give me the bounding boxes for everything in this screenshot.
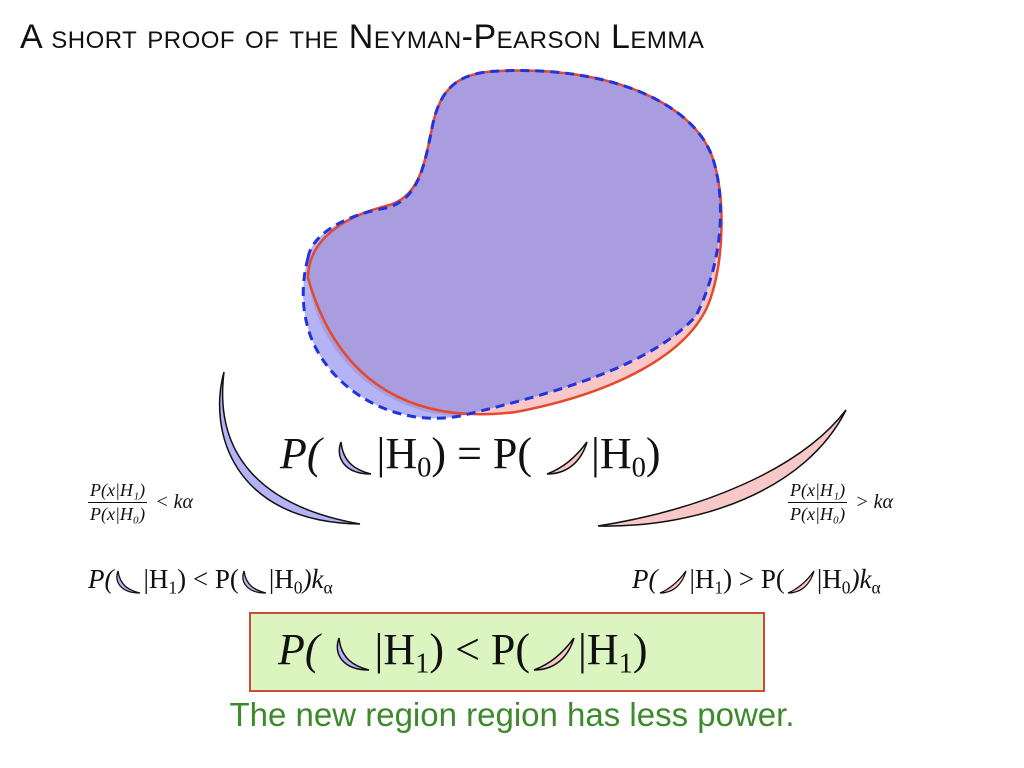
result-c1: |H (374, 625, 416, 674)
blue-crescent-icon (333, 438, 377, 478)
left-ratio-relation: < kα (155, 491, 194, 513)
left-ratio-numerator: P(x|H₁) (88, 480, 147, 503)
left-ineq-c1: |H (143, 564, 169, 594)
left-inequality (88, 564, 333, 598)
result-c2: |H (578, 625, 619, 674)
blue-crescent-icon (113, 568, 143, 596)
right-ratio-numerator: P(x|H₁) (788, 480, 847, 503)
overlap-region (308, 70, 720, 416)
left-ineq-p1: P( (88, 564, 114, 594)
main-right-cond: |H (591, 429, 632, 478)
right-ratio-fraction (788, 480, 847, 525)
left-ineq-mid: ) < P( (177, 564, 239, 594)
blue-crescent-icon (239, 568, 269, 596)
page-title: A short proof of the Neyman-Pearson Lemma (20, 18, 705, 56)
main-left-cond: |H (376, 429, 418, 478)
main-equation (280, 428, 661, 485)
right-ineq-s1: 1 (714, 577, 724, 598)
right-ineq-p1: P( (632, 564, 658, 594)
left-ineq-s2: 0 (293, 577, 303, 598)
right-ineq-c2: |H (816, 564, 842, 594)
right-ineq-c1: |H (689, 564, 715, 594)
main-close: ) (645, 429, 661, 478)
result-equation (278, 624, 648, 681)
main-eq: ) = P( (431, 429, 533, 478)
blue-crescent-icon (331, 634, 375, 674)
left-ratio-fraction (88, 480, 147, 525)
result-s1: 1 (415, 648, 430, 680)
main-left-p: P( (280, 429, 322, 478)
right-ratio-relation: > kα (855, 491, 894, 513)
left-ineq-close: )k (302, 564, 324, 594)
red-crescent-icon (785, 568, 817, 596)
result-p1: P( (278, 625, 320, 674)
right-likelihood-ratio (788, 480, 893, 525)
right-ratio-denominator: P(x|H₀) (790, 504, 846, 524)
right-ineq-mid: ) > P( (723, 564, 785, 594)
left-likelihood-ratio (88, 480, 193, 525)
main-left-sub: 0 (417, 452, 432, 484)
left-ratio-denominator: P(x|H₀) (90, 504, 146, 524)
left-ineq-s1: 1 (168, 577, 178, 598)
main-right-sub: 0 (631, 452, 646, 484)
result-mid: ) < P( (429, 625, 531, 674)
red-crescent-icon (530, 634, 578, 674)
left-ineq-c2: |H (268, 564, 294, 594)
right-ineq-k-sub: α (871, 577, 881, 598)
left-ineq-k-sub: α (323, 577, 333, 598)
red-crescent-icon (543, 438, 591, 478)
red-crescent-icon (657, 568, 689, 596)
conclusion-text: The new region region has less power. (229, 696, 795, 733)
right-ineq-close: )k (850, 564, 872, 594)
right-inequality (632, 564, 881, 598)
result-close: ) (632, 625, 648, 674)
right-ineq-s2: 0 (841, 577, 851, 598)
result-s2: 1 (618, 648, 633, 680)
